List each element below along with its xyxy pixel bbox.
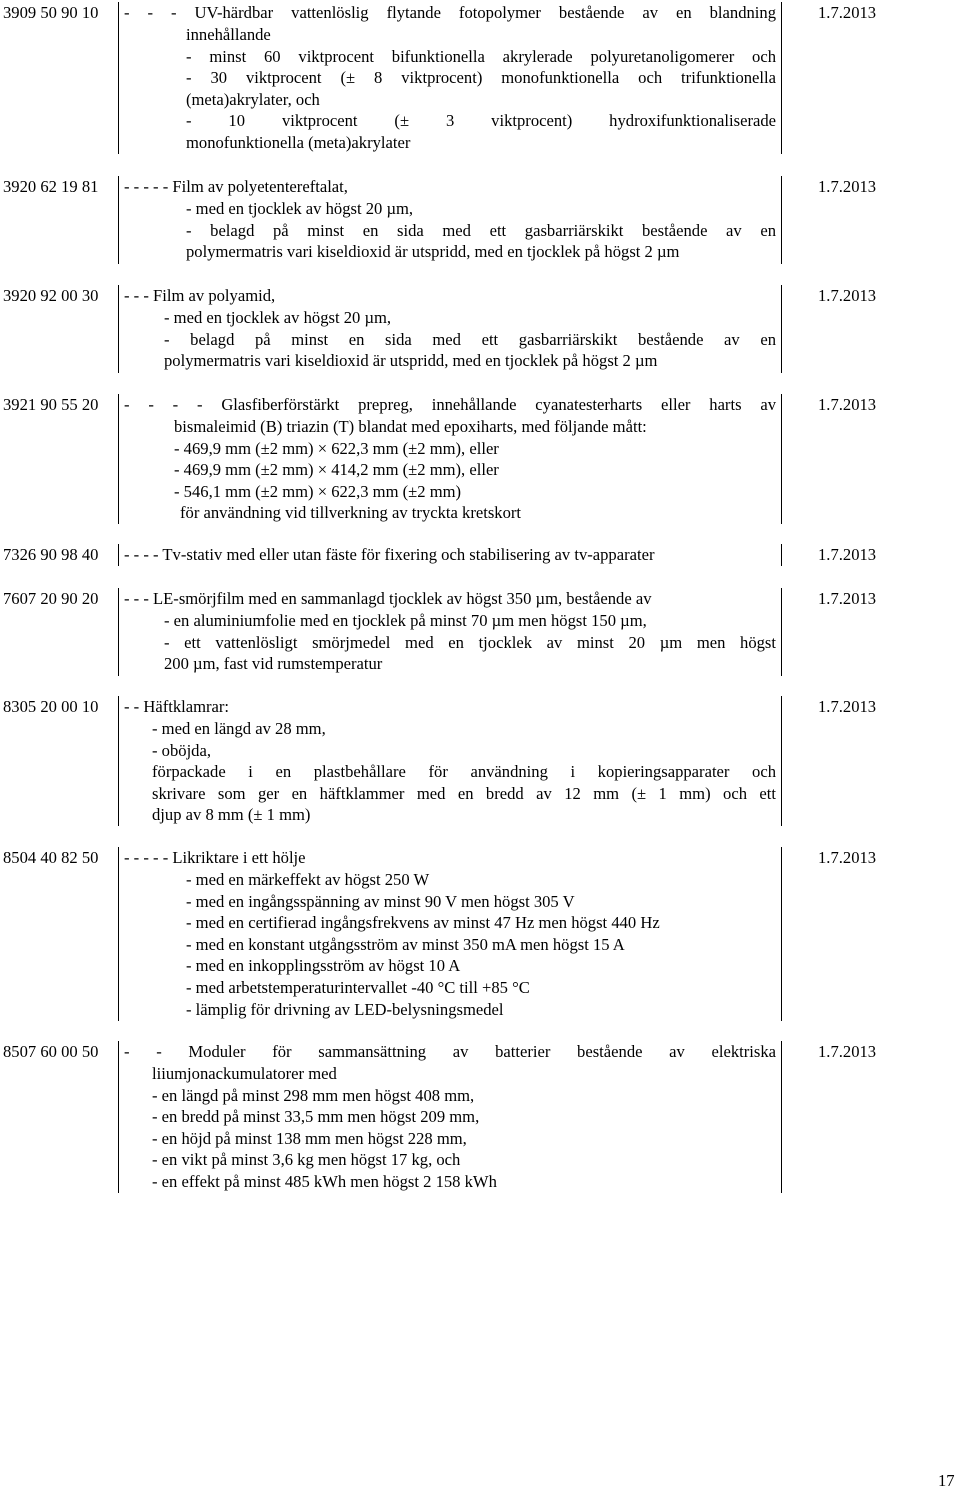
description-line: monofunktionella (meta)akrylater [186,132,411,152]
tariff-code: 7326 90 98 40 [3,545,99,564]
description-line: - - - Film av polyamid, [124,286,276,305]
description-line: innehållande [186,25,271,44]
tariff-code: 3920 92 00 30 [3,286,99,305]
description-line: förpackade i en plastbehållare för användning i kopieringsapparater och [152,762,776,782]
description-line: - 546,1 mm (±2 mm) × 622,3 mm (±2 mm) [174,481,462,501]
right-divider [781,285,782,373]
tariff-entry [0,1041,960,1193]
description-line: - med en tjocklek av högst 20 µm, [186,199,414,218]
tariff-entry [0,696,960,826]
left-divider [118,394,119,524]
description-line: - med arbetstemperaturintervallet -40 °C till +85 °C [186,977,530,997]
description-line: (meta)akrylater, och [186,89,320,109]
tariff-code: 8305 20 00 10 [3,697,99,716]
description-line: - - - - Tv-stativ med eller utan fäste för fixering och stabilisering av tv-apparater [124,545,655,564]
right-divider [781,847,782,1021]
description [164,307,776,372]
tariff-entry [0,176,960,264]
effective-date: 1.7.2013 [818,3,877,22]
description [124,588,776,610]
description-line: för användning vid tillverkning av tryckta kretskort [180,503,522,523]
left-divider [118,588,119,676]
description-line: - - Häftklamrar: [124,697,230,716]
description-line: - - - - Glasfiberförstärkt prepreg, innehållande cyanatesterharts eller harts av [124,395,776,414]
right-divider [781,696,782,826]
description-line: bismaleimid (B) triazin (T) blandat med epoxiharts, med följande mått: [174,417,647,436]
right-divider [781,1041,782,1193]
left-divider [118,696,119,826]
description [124,394,776,416]
tariff-entry [0,588,960,676]
description-line: - - - - - Film av polyetentereftalat, [124,177,348,196]
tariff-entry [0,2,960,154]
right-divider [781,2,782,154]
right-divider [781,394,782,524]
description-line: djup av 8 mm (± 1 mm) [152,805,311,825]
right-divider [781,588,782,676]
tariff-code: 8504 40 82 50 [3,848,99,867]
tariff-entry [0,285,960,373]
description-line: - ett vattenlösligt smörjmedel med en tjocklek av minst 20 µm men högst [164,632,776,652]
description [124,2,776,24]
description-line: - belagd på minst en sida med ett gasbarriärskikt bestående av en [186,220,776,240]
description [124,847,776,869]
right-divider [781,544,782,566]
effective-date: 1.7.2013 [818,589,877,608]
description-line: skrivare som ger en häftklammer med en bredd av 12 mm (± 1 mm) och ett [152,783,776,803]
description [152,718,776,826]
effective-date: 1.7.2013 [818,545,877,564]
description-line: - en höjd på minst 138 mm men högst 228 mm, [152,1128,467,1148]
description [174,416,776,524]
description-line: - lämplig för drivning av LED-belysningsmedel [186,999,504,1019]
description [152,1063,776,1193]
effective-date: 1.7.2013 [818,286,877,305]
description [124,285,776,307]
description-line: - minst 60 viktprocent bifunktionella akrylerade polyuretanoligomerer och [186,46,776,66]
description-line: - med en inkopplingsström av högst 10 A [186,956,461,976]
description-line: - - - LE-smörjfilm med en sammanlagd tjocklek av högst 350 µm, bestående av [124,589,652,608]
left-divider [118,176,119,264]
left-divider [118,544,119,566]
description-line: - en vikt på minst 3,6 kg men högst 17 kg, och [152,1150,461,1170]
description-line: - oböjda, [152,740,211,760]
description [164,610,776,675]
tariff-entry [0,544,960,566]
description-line: - - Moduler för sammansättning av batterier bestående av elektriska [124,1042,776,1061]
description-line: - med en tjocklek av högst 20 µm, [164,308,392,327]
description-line: - med en ingångsspänning av minst 90 V men högst 305 V [186,891,575,911]
description [124,696,776,718]
description-line: polymermatris vari kiseldioxid är utspridd, med en tjocklek på högst 2 µm [164,351,658,371]
description-line: - med en certifierad ingångsfrekvens av minst 47 Hz men högst 440 Hz [186,913,660,933]
description-line: - belagd på minst en sida med ett gasbarriärskikt bestående av en [164,329,776,349]
description-line: - 469,9 mm (±2 mm) × 414,2 mm (±2 mm), eller [174,460,499,480]
description-line: - med en längd av 28 mm, [152,719,326,738]
description [186,198,776,263]
description-line: - med en konstant utgångsström av minst 350 mA men högst 15 A [186,934,625,954]
description-line: - en aluminiumfolie med en tjocklek på minst 70 µm men högst 150 µm, [164,611,647,630]
page-number: 17 [938,1471,955,1490]
tariff-code: 3920 62 19 81 [3,177,99,196]
effective-date: 1.7.2013 [818,1042,877,1061]
tariff-code: 3921 90 55 20 [3,395,99,414]
left-divider [118,2,119,154]
left-divider [118,285,119,373]
effective-date: 1.7.2013 [818,177,877,196]
description-line: - 469,9 mm (±2 mm) × 622,3 mm (±2 mm), eller [174,438,499,458]
effective-date: 1.7.2013 [818,395,877,414]
description [124,176,776,198]
description-line: - - - UV-härdbar vattenlöslig flytande fotopolymer bestående av en blandning [124,3,776,22]
description-line: - en effekt på minst 485 kWh men högst 2 158 kWh [152,1171,497,1191]
description-line: liiumjonackumulatorer med [152,1064,337,1083]
effective-date: 1.7.2013 [818,697,877,716]
effective-date: 1.7.2013 [818,848,877,867]
tariff-code: 8507 60 00 50 [3,1042,99,1061]
left-divider [118,847,119,1021]
description [124,1041,776,1063]
description-line: - 30 viktprocent (± 8 viktprocent) monofunktionella och trifunktionella [186,68,776,88]
description-line: - - - - - Likriktare i ett hölje [124,848,306,867]
description-line: - 10 viktprocent (± 3 viktprocent) hydroxifunktionaliserade [186,111,776,131]
description-line: - en bredd på minst 33,5 mm men högst 209 mm, [152,1107,480,1127]
description-line: - en längd på minst 298 mm men högst 408 mm, [152,1085,475,1105]
description-line: - med en märkeffekt av högst 250 W [186,870,430,889]
right-divider [781,176,782,264]
left-divider [118,1041,119,1193]
description-line: 200 µm, fast vid rumstemperatur [164,654,383,674]
description [124,544,764,566]
tariff-entry [0,394,960,524]
description [186,24,776,154]
tariff-entry [0,847,960,1021]
tariff-code: 3909 50 90 10 [3,3,99,22]
tariff-code: 7607 20 90 20 [3,589,99,608]
description-line: polymermatris vari kiseldioxid är utspridd, med en tjocklek på högst 2 µm [186,242,680,262]
description [186,869,776,1020]
